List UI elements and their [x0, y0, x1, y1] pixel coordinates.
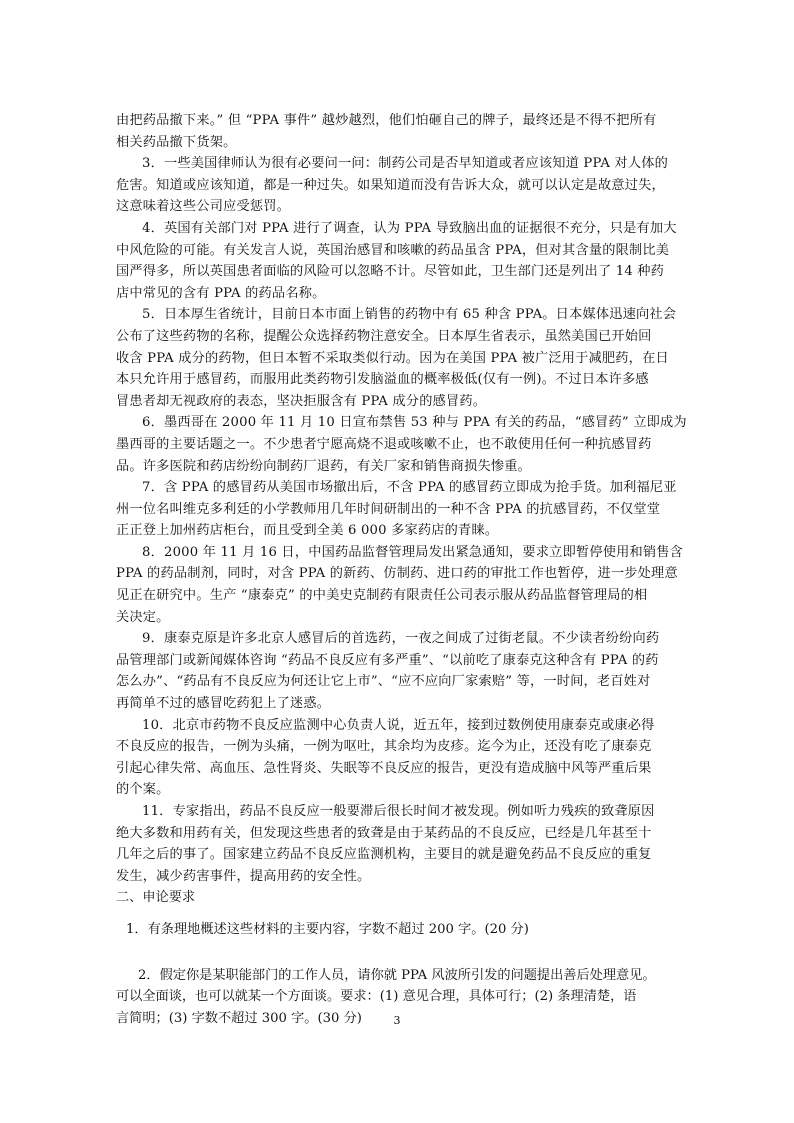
paragraph-line: 中风危险的可能。有关发言人说，英国治感冒和咳嗽的药品虽含 PPA，但对其含量的限制比美 [116, 242, 670, 258]
paragraph-line: 关决定。 [116, 609, 170, 625]
paragraph [116, 304, 680, 412]
page-number: 3 [393, 1014, 401, 1027]
paragraph-line: 再简单不过的感冒吃药犯上了迷惑。 [116, 696, 331, 712]
paragraph [116, 628, 680, 714]
paragraph-line: 5．日本厚生省统计，目前日本市面上销售的药物中有 65 种含 PPA。日本媒体迅速向社会 [142, 307, 677, 323]
paragraph [116, 153, 680, 218]
paragraph-line: 州一位名叫维克多利廷的小学教师用几年时间研制出的一种不含 PPA 的抗感冒药，不仅堂堂 [116, 501, 661, 517]
paragraph-line: 不良反应的报告，一例为头痛，一例为呕吐，其余均为皮疹。迄今为止，还没有吃了康泰克 [116, 739, 652, 755]
paragraph-line: 公布了这些药物的名称，提醒公众选择药物注意安全。日本厚生省表示，虽然美国已开始回 [116, 328, 652, 344]
paragraph-line: 本只允许用于感冒药，而服用此类药物引发脑溢血的概率极低(仅有一例)。不过日本许多感 [116, 372, 649, 388]
document-body [116, 110, 687, 1029]
paragraph-line: 由把药品撤下来。” 但 “PPA 事件” 越炒越烈，他们怕砸自己的牌子，最终还是不得不把所有 [116, 113, 657, 128]
paragraph-line: 引起心律失常、高血压、急性肾炎、失眠等不良反应的报告，更没有造成脑中风等严重后果 [116, 760, 652, 776]
paragraph [116, 715, 680, 801]
paragraph [116, 542, 684, 628]
paragraph-line: 11．专家指出，药品不良反应一般要滞后很长时间才被发现。例如听力残疾的致聋原因 [142, 804, 655, 819]
question-line: 2．假定你是某职能部门的工作人员，请你就 PPA 风波所引发的问题提出善后处理意见。 [138, 967, 656, 983]
paragraph-line: 墨西哥的主要话题之一。不少患者宁愿高烧不退或咳嗽不止，也不敢使用任何一种抗感冒药 [116, 436, 652, 452]
paragraph-line: 8．2000 年 11 月 16 日，中国药品监督管理局发出紧急通知，要求立即暂停使用和销售含 [142, 544, 684, 560]
paragraph-line: 3．一些美国律师认为很有必要问一问：制药公司是否早知道或者应该知道 PPA 对人体的 [142, 156, 668, 172]
paragraph-line: 9．康泰克原是许多北京人感冒后的首选药，一夜之间成了过街老鼠。不少读者纷纷向药 [142, 631, 660, 647]
paragraph-line: 正正登上加州药店柜台，而且受到全美 6 000 多家药店的青睐。 [116, 523, 499, 539]
question-line: 1．有条理地概述这些材料的主要内容，字数不超过 200 字。(20 分) [126, 921, 529, 937]
paragraph-line: 绝大多数和用药有关，但发现这些患者的致聋是由于某药品的不良反应，已经是几年甚至十 [116, 825, 652, 841]
paragraph-line: 品。许多医院和药店纷纷向制药厂退药，有关厂家和销售商损失惨重。 [116, 458, 532, 474]
paragraph-line: 品管理部门或新闻媒体咨询 “药品不良反应有多严重”、“以前吃了康泰克这种含有 PPA 的药 [116, 652, 659, 668]
paragraph-line: 见正在研究中。生产 “康泰克” 的中美史克制药有限责任公司表示服从药品监督管理局的相 [116, 588, 648, 604]
paragraph-line: PPA 的药品制剂，同时，对含 PPA 的新药、仿制药、进口药的审批工作也暂停，进一步处理意 [116, 566, 678, 582]
paragraph [116, 477, 680, 542]
paragraph-line: 收含 PPA 成分的药物，但日本暂不采取类似行动。因为在美国 PPA 被广泛用于减肥药，在日 [116, 350, 669, 366]
paragraph-line: 店中常见的含有 PPA 的药品名称。 [116, 285, 326, 301]
paragraph-line: 4．英国有关部门对 PPA 进行了调查，认为 PPA 导致脑出血的证据很不充分，只是有加大 [142, 220, 677, 236]
paragraph [116, 801, 680, 887]
paragraph [116, 218, 680, 304]
question-line: 可以全面谈，也可以就某一个方面谈。要求：(1) 意见合理，具体可行；(2) 条理清楚，语 [116, 989, 637, 1005]
paragraph-line: 10．北京市药物不良反应监测中心负责人说，近五年，接到过数例使用康泰克或康必得 [142, 717, 655, 733]
paragraph-line: 几年之后的事了。国家建立药品不良反应监测机构，主要目的就是避免药品不良反应的重复 [116, 847, 652, 863]
paragraph-line: 发生，减少药害事件，提高用药的安全性。 [116, 868, 371, 884]
paragraph-line: 的个案。 [116, 782, 170, 798]
paragraph [116, 110, 680, 153]
paragraph-line: 冒患者却无视政府的表态，坚决拒服含有 PPA 成分的感冒药。 [116, 393, 487, 409]
section-heading: 二、申论要求 [116, 890, 196, 906]
paragraph-line: 危害。知道或应该知道，都是一种过失。如果知道而没有告诉大众，就可以认定是故意过失， [116, 177, 665, 193]
paragraph-line: 6．墨西哥在 2000 年 11 月 10 日宣布禁售 53 种与 PPA 有关的药品，“感冒药” 立即成为 [142, 415, 687, 431]
paragraph-line: 7．含 PPA 的感冒药从美国市场撤出后，不含 PPA 的感冒药立即成为抢手货。加利福尼亚 [142, 480, 677, 496]
question-line: 言简明；(3) 字数不超过 300 字。(30 分) [116, 1010, 362, 1026]
question-1 [116, 919, 680, 941]
paragraph [116, 412, 687, 477]
paragraph-line: 怎么办”、“药品有不良反应为何还让它上市”、“应不应向厂家索赔” 等，一时间，老百姓对 [116, 674, 651, 690]
paragraph-line: 这意味着这些公司应受惩罚。 [116, 199, 291, 215]
materials-section [116, 110, 687, 887]
paragraph-line: 国严得多，所以英国患者面临的风险可以忽略不计。尽管如此，卫生部门还是列出了 14 种药 [116, 264, 665, 280]
paragraph-line: 相关药品撤下货架。 [116, 134, 237, 150]
